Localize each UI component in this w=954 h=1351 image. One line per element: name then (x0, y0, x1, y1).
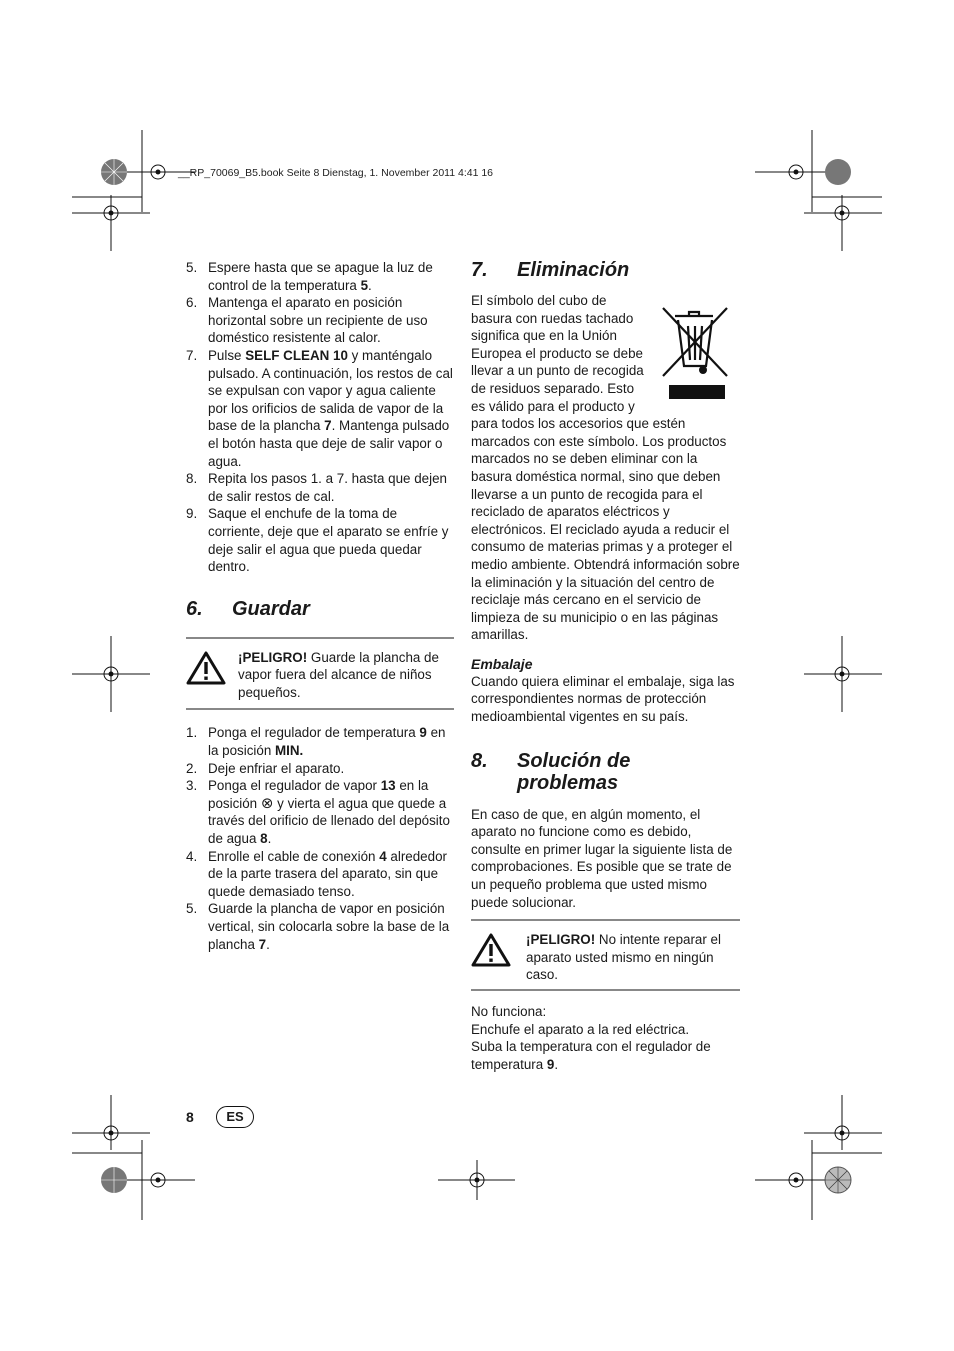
step-text: Enrolle el cable de conexión 4 alrededor de la parte trasera del aparato, sin que quede demasiado tenso. (208, 848, 447, 899)
step-item (186, 347, 454, 470)
problem-line: Enchufe el aparato a la red eléctrica. (471, 1021, 690, 1037)
problem-list (471, 1003, 740, 1073)
step-item (186, 724, 454, 759)
file-info-header: __RP_70069_B5.book Seite 8 Dienstag, 1. November 2011 4:41 16 (178, 167, 494, 179)
step-number: 6. (186, 295, 198, 311)
step-number: 5. (186, 260, 198, 275)
packaging-paragraph: Cuando quiera eliminar el embalaje, siga las correspondientes normas de protección medioambiental vigentes en su país. (471, 673, 735, 725)
section-7-heading (471, 259, 740, 281)
danger-label: ¡PELIGRO! (526, 932, 596, 948)
step-item (186, 760, 454, 778)
step-item (186, 294, 454, 347)
page-number: 8 (186, 1109, 194, 1125)
step-text: Repita los pasos 1. a 7. hasta que dejen de salir restos de cal. (208, 471, 447, 504)
cleaning-steps-list (186, 259, 454, 576)
step-number: 3. (186, 778, 198, 794)
step-item (186, 259, 454, 294)
section-title-line2: problemas (517, 771, 619, 794)
packaging-subtitle: Embalaje (471, 655, 533, 672)
storage-steps-list (186, 724, 454, 953)
crossed-bin-icon (659, 304, 731, 402)
step-item (186, 505, 454, 575)
left-column (186, 259, 454, 953)
step-number: 7. (186, 347, 198, 363)
step-item (186, 777, 454, 847)
section-title (517, 750, 630, 794)
section-8-heading (471, 750, 740, 794)
step-number: 5. (186, 901, 198, 917)
step-number: 2. (186, 760, 198, 776)
danger-label: ¡PELIGRO! (238, 649, 308, 665)
step-text: Mantenga el aparato en posición horizontal sobre un recipiente de uso doméstico resistente al calor. (208, 295, 428, 346)
step-text: Deje enfriar el aparato. (208, 760, 345, 776)
warning-icon (471, 931, 526, 972)
troubleshooting-intro: En caso de que, en algún momento, el aparato no funcione como es debido, consulte en primer lugar la siguiente lista de comprobaciones. Es posible que se trate de un pequeño problema que usted mismo puede solucionar. (471, 806, 733, 910)
danger-box-repair (471, 919, 740, 991)
section-number: 7. (471, 259, 488, 281)
section-number: 6. (186, 597, 203, 620)
section-title: Guardar (232, 597, 310, 620)
step-number: 1. (186, 725, 198, 741)
danger-text (526, 931, 740, 984)
section-6-heading (186, 598, 454, 620)
danger-message: No intente reparar el aparato usted mismo en ningún caso. (526, 932, 721, 983)
danger-text (238, 649, 454, 702)
step-number: 8. (186, 471, 198, 487)
warning-icon (186, 649, 238, 690)
step-number: 4. (186, 848, 198, 864)
disposal-paragraph: El símbolo del cubo de basura con ruedas tachado significa que en la Unión Europea el producto se debe llevar a un punto de recogida de residuos separado. Esto es válido para el producto y para todos los accesorios que estén marcados con este símbolo. Los productos marcados no se deben eliminar con la basura doméstica normal, sino que deben llevarse a un punto de recogida para el reciclado de aparatos eléctricos y electrónicos. El reciclado ayuda a reducir el consumo de materias primas y a proteger el medio ambiente. Obtendrá información sobre la eliminación y la situación del centro de reciclaje más cercano en el servicio de limpieza de su municipio o en las páginas amarillas. (471, 293, 740, 643)
language-badge: ES (216, 1106, 254, 1128)
no-steam-symbol-icon: ⊗ (260, 794, 274, 812)
step-text: Guarde la plancha de vapor en posición vertical, sin colocarla sobre la base de la plancha 7. (208, 901, 450, 952)
step-item (186, 470, 454, 505)
section-title-line1: Solución de (517, 749, 631, 772)
step-text: Saque el enchufe de la toma de corriente, deje que el aparato se enfríe y deje salir el agua que pueda quedar dentro. (208, 506, 449, 575)
step-text: Ponga el regulador de temperatura 9 en la posición MIN. (208, 725, 446, 759)
step-text: Ponga el regulador de vapor 13 en la posición ⊗ y vierta el agua que quede a través del orificio de llenado del depósito de agua 8. (208, 778, 450, 847)
section-title: Eliminación (517, 259, 630, 281)
step-number: 9. (186, 506, 198, 522)
danger-message: Guarde la plancha de vapor fuera del alcance de niños pequeños. (238, 649, 439, 700)
section-number: 8. (471, 749, 488, 772)
step-text: Espere hasta que se apague la luz de control de la temperatura 5. (208, 260, 433, 293)
danger-box-storage (186, 637, 454, 711)
step-item (186, 848, 454, 901)
problem-line: No funciona: (471, 1004, 547, 1019)
problem-line: Suba la temperatura con el regulador de temperatura 9. (471, 1039, 711, 1072)
step-text: Pulse SELF CLEAN 10 y manténgalo pulsado. A continuación, los restos de cal se expulsan con vapor y agua caliente por los orificios de salida de vapor de la base de la plancha 7. Mantenga pulsado el botón hasta que deje de salir vapor o agua. (208, 347, 453, 469)
step-item (186, 900, 454, 953)
